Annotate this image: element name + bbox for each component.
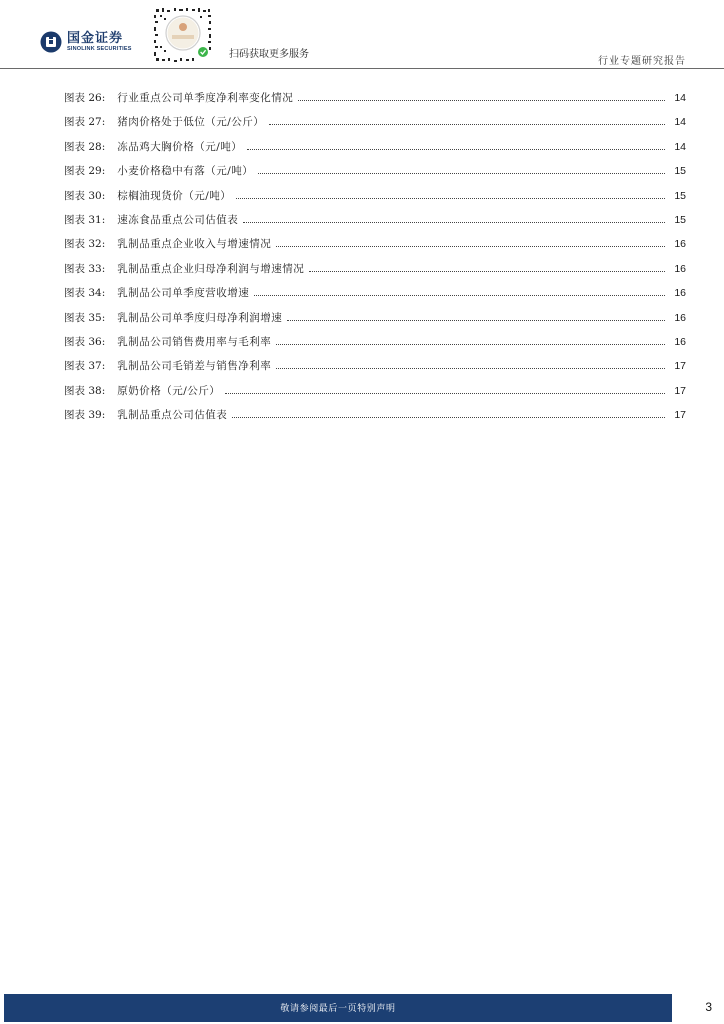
- figure-title: 乳制品公司销售费用率与毛利率: [117, 335, 272, 348]
- dot-leader: [287, 320, 665, 321]
- page-number: 3: [705, 1000, 712, 1014]
- qr-code-icon[interactable]: [152, 6, 214, 64]
- figure-title: 小麦价格稳中有落（元/吨）: [117, 165, 254, 178]
- dot-leader: [258, 173, 665, 174]
- figure-label: 图表 30:: [64, 189, 106, 202]
- figure-title: 猪肉价格处于低位（元/公斤）: [117, 116, 265, 129]
- figure-page-number: 15: [674, 165, 686, 178]
- figure-page-number: 14: [674, 92, 686, 104]
- figure-page-number: 16: [674, 238, 686, 251]
- toc-row[interactable]: [64, 188, 686, 212]
- figure-label: 图表 29:: [64, 165, 106, 178]
- figure-label: 图表 39:: [64, 409, 106, 422]
- figure-title: 乳制品公司单季度营收增速: [117, 287, 250, 300]
- figure-label: 图表 36:: [64, 335, 106, 348]
- figure-label: 图表 26:: [64, 92, 106, 104]
- figure-title: 乳制品重点企业归母净利润与增速情况: [117, 262, 305, 275]
- logo-english-name: SINOLINK SECURITIES: [67, 45, 132, 52]
- figure-title: 行业重点公司单季度净利率变化情况: [117, 92, 294, 104]
- dot-leader: [225, 393, 665, 394]
- figure-label: 图表 33:: [64, 262, 106, 275]
- toc-row[interactable]: [64, 310, 686, 334]
- page-footer: [4, 994, 720, 1022]
- company-logo: [40, 30, 132, 54]
- dot-leader: [236, 198, 665, 199]
- toc-row[interactable]: [64, 139, 686, 163]
- figure-label: 图表 31:: [64, 213, 106, 226]
- dot-leader: [309, 271, 665, 272]
- figure-page-number: 14: [674, 140, 686, 153]
- toc-row[interactable]: [64, 383, 686, 407]
- dot-leader: [243, 222, 665, 223]
- figure-page-number: 17: [674, 384, 686, 397]
- toc-row[interactable]: [64, 261, 686, 285]
- figure-page-number: 16: [674, 335, 686, 348]
- toc-row[interactable]: [64, 236, 686, 260]
- toc-row[interactable]: [64, 163, 686, 187]
- figure-page-number: 17: [674, 409, 686, 422]
- figure-index-list: [64, 90, 686, 431]
- toc-row[interactable]: [64, 334, 686, 358]
- figure-title: 乳制品公司毛销差与销售净利率: [117, 360, 272, 373]
- figure-title: 乳制品重点企业收入与增速情况: [117, 238, 272, 251]
- figure-label: 图表 28:: [64, 140, 106, 153]
- dot-leader: [269, 124, 665, 125]
- figure-page-number: 15: [674, 189, 686, 202]
- footer-disclaimer: 敬请参阅最后一页特别声明: [280, 1004, 396, 1014]
- figure-title: 乳制品重点公司估值表: [117, 409, 228, 422]
- sinolink-logo-icon: [40, 31, 62, 53]
- dot-leader: [276, 344, 665, 345]
- qr-caption: 扫码获取更多服务: [229, 49, 309, 60]
- dot-leader: [298, 100, 665, 101]
- dot-leader: [247, 149, 665, 150]
- figure-label: 图表 34:: [64, 287, 106, 300]
- report-type-label: 行业专题研究报告: [598, 56, 686, 67]
- toc-row[interactable]: [64, 407, 686, 431]
- header-divider: [0, 68, 724, 69]
- page-header: [0, 0, 724, 70]
- figure-label: 图表 35:: [64, 311, 106, 324]
- figure-label: 图表 37:: [64, 360, 106, 373]
- dot-leader: [232, 417, 665, 418]
- logo-chinese-name: 国金证券: [67, 30, 124, 46]
- figure-page-number: 17: [674, 360, 686, 373]
- toc-row[interactable]: [64, 358, 686, 382]
- toc-row[interactable]: [64, 114, 686, 138]
- figure-title: 冻品鸡大胸价格（元/吨）: [117, 140, 243, 153]
- figure-title: 原奶价格（元/公斤）: [117, 384, 221, 397]
- toc-row[interactable]: [64, 212, 686, 236]
- toc-row[interactable]: [64, 285, 686, 309]
- toc-row[interactable]: [64, 90, 686, 114]
- figure-label: 图表 32:: [64, 238, 106, 251]
- dot-leader: [254, 295, 665, 296]
- figure-label: 图表 27:: [64, 116, 106, 129]
- figure-title: 速冻食品重点公司估值表: [117, 213, 239, 226]
- figure-page-number: 15: [674, 213, 686, 226]
- figure-title: 棕榈油现货价（元/吨）: [117, 189, 232, 202]
- dot-leader: [276, 368, 665, 369]
- figure-title: 乳制品公司单季度归母净利润增速: [117, 311, 283, 324]
- figure-label: 图表 38:: [64, 384, 106, 397]
- figure-page-number: 16: [674, 287, 686, 300]
- dot-leader: [276, 246, 665, 247]
- figure-page-number: 16: [674, 262, 686, 275]
- figure-page-number: 16: [674, 311, 686, 324]
- figure-page-number: 14: [674, 116, 686, 129]
